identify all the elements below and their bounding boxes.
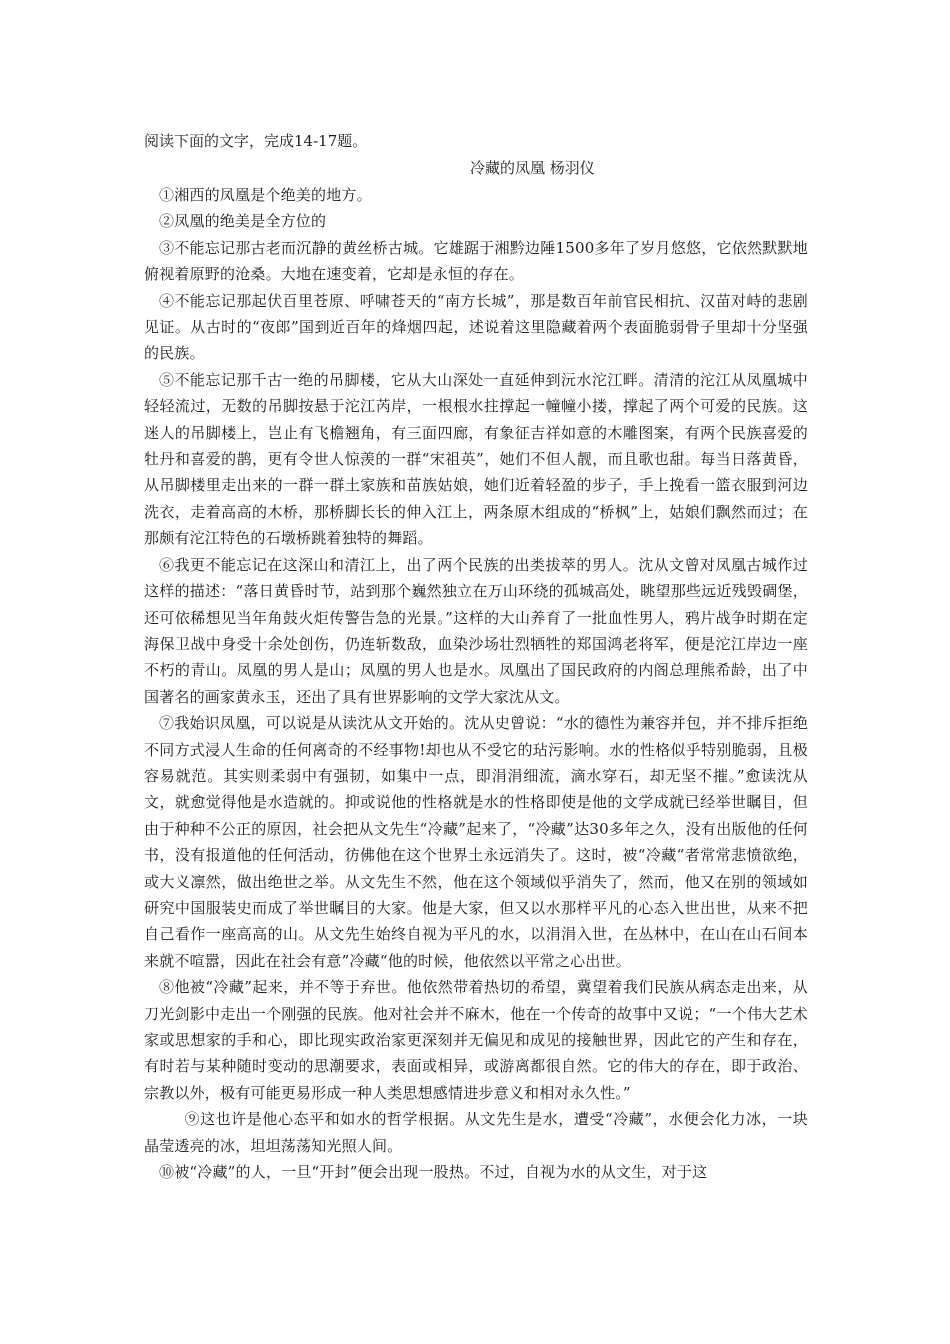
paragraph-1: ①湘西的凤凰是个绝美的地方。 xyxy=(159,186,372,204)
instruction-line: 阅读下面的文字，完成14-17题。 xyxy=(144,132,368,150)
paragraph-4: ④不能忘记那起伏百里苍原、呼啸苍天的“南方长城”，那是数百年前官民相抗、汉苗对峙的悲剧见证。从古时的“夜郎”国到近百年的烽烟四起，述说着这里隐藏着两个表面脆弱骨子里却十分坚强的民族。 xyxy=(144,291,808,363)
paragraph-2: ②凤凰的绝美是全方位的 xyxy=(159,212,327,231)
paragraph-9: ⑨这也许是他心态平和如水的哲学根据。从文先生是水，遭受“冷藏”，水便会化力冰，一块晶莹透亮的冰，坦坦荡荡知光照人间。 xyxy=(144,1110,808,1155)
article-title: 冷藏的凤凰 杨羽仪 xyxy=(470,159,595,177)
paragraph-5: ⑤不能忘记那千古一绝的吊脚楼，它从大山深处一直延伸到沅水沱江畔。清清的沱江从凤凰城中轻轻流过，无数的吊脚按悬于沱江芮岸，一根根水拄撑起一幢幢小搂，撑起了两个可爱的民族。这迷人的吊脚楼上，岂止有飞檐翘角，有三面四廊，有象征吉祥如意的木雕图案，有两个民族喜爱的牡丹和喜爱的鹊，更有令世人惊羡的一群“宋祖英”，她们不但人靓，而且歌也甜。每当日落黄昏，从吊脚楼里走出来的一群一群土家族和苗族姑娘，她们近着轻盈的步子，手上挽看一篮衣服到河边洗衣，走着高高的木桥，那桥脚长长的伸入江上，两条原木组成的“桥枫”上，姑娘们飘然而过；在那颇有沱江特色的石墩桥跳着独特的舞蹈。 xyxy=(144,370,808,548)
document-page xyxy=(144,128,808,1185)
paragraph-10: ⑩被“冷藏”的人，一旦“开封”便会出现一股热。不过，自视为水的从文生，对于这 xyxy=(159,1163,708,1182)
paragraph-3: ③不能忘记那古老而沉静的黄丝桥古城。它雄踞于湘黔边陲1500多年了岁月悠悠，它依然默默地俯视着原野的沧桑。大地在速变着，它却是永恒的存在。 xyxy=(144,238,808,284)
paragraph-8: ⑧他被“冷藏”起来，并不等于弃世。他依然带着热切的希望，冀望着我们民族从病态走出来，从刀光剑影中走出一个刚强的民族。他对社会并不麻木，他在一个传奇的故事中又说；“一个伟大艺术家或思想家的手和心，即比现实政治家更深刻并无偏见和成见的接触世界，因此它的产生和存在，有时若与某种随时变动的思潮要求，表面或相异，或游离都很自然。它的伟大的存在，即于政治、宗教以外，极有可能更易形成一种人类思想感情进步意义和相对永久性。” xyxy=(144,978,808,1102)
paragraph-6: ⑥我更不能忘记在这深山和清江上，出了两个民族的出类拔萃的男人。沈从文曾对凤凰古城作过这样的描述：“落日黄昏时节，站到那个巍然独立在万山环绕的孤城高处，眺望那些远近残毁碉堡，还可依稀想见当年角鼓火炬传警告急的光景。”这样的大山养育了一批血性男人，鸦片战争时期在定海保卫战中身受十余处创伤，仍连斩数敌，血染沙场壮烈牺牲的郑国鸿老将军，便是沱江岸边一座不朽的青山。凤凰的男人是山；凤凰的男人也是水。凤凰出了国民政府的内阁总理熊希龄，出了中国著名的画家黄永玉，还出了具有世界影响的文学大家沈从文。 xyxy=(144,555,808,706)
paragraph-7: ⑦我始识凤凰，可以说是从读沈从文开始的。沈从史曾说：“水的德性为兼容并包，并不排斥拒绝不同方式浸人生命的任何离奇的不经事物!却也从不受它的玷污影响。水的性格似乎特别脆弱，且极容易就范。其实则柔弱中有强韧，如集中一点，即涓涓细流，滴水穿石，却无坚不摧。”愈读沈从文，就愈觉得他是水造就的。抑或说他的性格就是水的性格即使是他的文学成就已经举世瞩目，但由于种种不公正的原因，社会把从文先生“冷藏”起来了，“冷藏”达30多年之久，没有出版他的任何书，没有报道他的任何活动，彷佛他在这个世界土永远消失了。这时，被“冷藏“者常常悲愤欲绝，或大义凛然，做出绝世之举。从文先生不然，他在这个领域似乎消失了，然而，他又在别的领域如研究中国服装史而成了举世瞩目的大家。他是大家，但又以水那样平凡的心态入世出世，从来不把自己看作一座高高的山。从文先生始终自视为平凡的水，以涓涓入世，在丛林中，在山在山石间本来就不喧嚣，因此在社会有意”冷藏“他的时候，他依然以平常之心出世。 xyxy=(144,714,808,970)
